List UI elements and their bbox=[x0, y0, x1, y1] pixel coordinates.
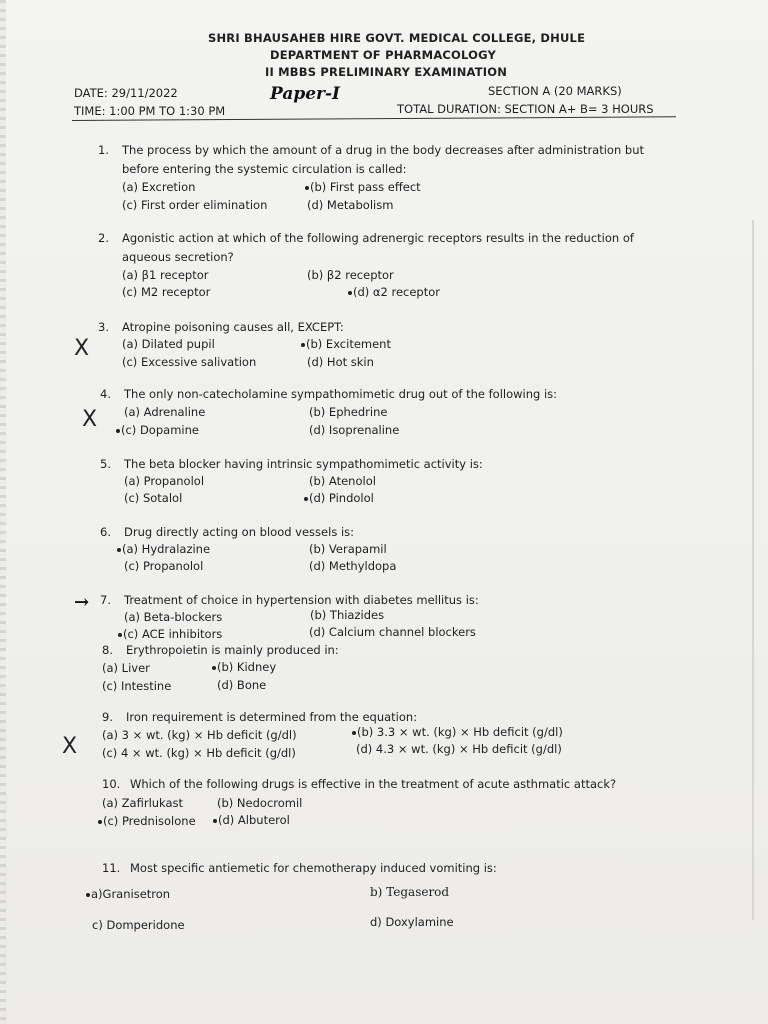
exam-title: II MBBS PRELIMINARY EXAMINATION bbox=[265, 65, 508, 79]
section-label: SECTION A (20 MARKS) bbox=[488, 84, 622, 98]
arrow-mark: → bbox=[74, 592, 90, 613]
q3-option-b: (b) Excitement bbox=[301, 337, 391, 351]
answer-mark-dot bbox=[348, 291, 352, 295]
q9-option-d: (d) 4.3 × wt. (kg) × Hb deficit (g/dl) bbox=[356, 742, 562, 756]
q10-option-d: (d) Albuterol bbox=[213, 813, 290, 827]
question-7: 7. Treatment of choice in hypertension with diabetes mellitus is: bbox=[100, 593, 479, 607]
answer-mark-dot bbox=[304, 497, 308, 501]
q7-option-c: (c) ACE inhibitors bbox=[118, 627, 222, 641]
answer-mark-dot bbox=[213, 819, 217, 823]
question-1-cont: before entering the systemic circulation is called: bbox=[122, 162, 407, 176]
q8-option-d: (d) Bone bbox=[217, 678, 267, 692]
q1-option-d: (d) Metabolism bbox=[307, 198, 394, 212]
q5-option-c: (c) Sotalol bbox=[124, 491, 183, 505]
paper-edge bbox=[0, 0, 6, 1024]
question-9: 9. Iron requirement is determined from the equation: bbox=[102, 710, 418, 724]
q7-option-d: (d) Calcium channel blockers bbox=[309, 625, 476, 639]
answer-mark-dot bbox=[118, 633, 122, 637]
cross-mark: X bbox=[62, 734, 78, 759]
q8-option-b: (b) Kidney bbox=[212, 660, 276, 674]
q2-option-d: (d) α2 receptor bbox=[348, 285, 440, 299]
q9-option-a: (a) 3 × wt. (kg) × Hb deficit (g/dl) bbox=[102, 728, 297, 742]
q11-option-d: d) Doxylamine bbox=[370, 915, 454, 929]
cross-mark: X bbox=[82, 407, 98, 432]
question-8: 8. Erythropoietin is mainly produced in: bbox=[102, 643, 339, 657]
question-11: 11. Most specific antiemetic for chemotherapy induced vomiting is: bbox=[102, 861, 497, 875]
question-2-cont: aqueous secretion? bbox=[122, 250, 234, 264]
question-6: 6. Drug directly acting on blood vessels is: bbox=[100, 525, 355, 539]
question-3: 3. Atropine poisoning causes all, EXCEPT: bbox=[98, 320, 344, 334]
exam-date: DATE: 29/11/2022 bbox=[74, 86, 178, 100]
q2-option-a: (a) β1 receptor bbox=[122, 268, 209, 282]
q2-option-b: (b) β2 receptor bbox=[307, 268, 394, 282]
q6-option-a: (a) Hydralazine bbox=[117, 542, 210, 556]
q8-option-a: (a) Liver bbox=[102, 661, 150, 675]
q9-option-c: (c) 4 × wt. (kg) × Hb deficit (g/dl) bbox=[102, 746, 296, 760]
q4-option-c: (c) Dopamine bbox=[116, 423, 199, 437]
q6-option-d: (d) Methyldopa bbox=[309, 559, 397, 573]
q1-option-a: (a) Excretion bbox=[122, 180, 196, 194]
question-4: 4. The only non-catecholamine sympathomimetic drug out of the following is: bbox=[100, 387, 558, 401]
q10-option-c: (c) Prednisolone bbox=[98, 814, 196, 828]
question-2: 2. Agonistic action at which of the following adrenergic receptors results in the reduction of bbox=[98, 231, 634, 245]
q11-option-b: b) Tegaserod bbox=[370, 885, 450, 899]
college-name: SHRI BHAUSAHEB HIRE GOVT. MEDICAL COLLEGE, DHULE bbox=[208, 31, 586, 45]
q6-option-c: (c) Propanolol bbox=[124, 559, 204, 573]
q10-option-b: (b) Nedocromil bbox=[217, 796, 303, 810]
q7-option-a: (a) Beta-blockers bbox=[124, 610, 223, 624]
q5-option-d: (d) Pindolol bbox=[304, 491, 374, 505]
cross-mark: X bbox=[74, 336, 90, 361]
department-name: DEPARTMENT OF PHARMACOLOGY bbox=[270, 48, 497, 62]
exam-time: TIME: 1:00 PM TO 1:30 PM bbox=[74, 104, 226, 118]
answer-mark-dot bbox=[301, 343, 305, 347]
q3-option-c: (c) Excessive salivation bbox=[122, 355, 257, 369]
answer-mark-dot bbox=[117, 548, 121, 552]
q11-option-c: c) Domperidone bbox=[92, 918, 185, 932]
q9-option-b: (b) 3.3 × wt. (kg) × Hb deficit (g/dl) bbox=[352, 725, 563, 739]
q5-option-a: (a) Propanolol bbox=[124, 474, 205, 488]
q6-option-b: (b) Verapamil bbox=[309, 542, 387, 556]
answer-mark-dot bbox=[86, 893, 90, 897]
answer-mark-dot bbox=[352, 731, 356, 735]
q4-option-d: (d) Isoprenaline bbox=[309, 423, 400, 437]
q10-option-a: (a) Zafirlukast bbox=[102, 796, 184, 810]
q1-option-b: (b) First pass effect bbox=[305, 180, 421, 194]
answer-mark-dot bbox=[305, 186, 309, 190]
q5-option-b: (b) Atenolol bbox=[309, 474, 376, 488]
q4-option-b: (b) Ephedrine bbox=[309, 405, 388, 419]
question-10: 10. Which of the following drugs is effective in the treatment of acute asthmatic attack? bbox=[102, 777, 617, 791]
q3-option-a: (a) Dilated pupil bbox=[122, 337, 215, 351]
question-5: 5. The beta blocker having intrinsic sympathomimetic activity is: bbox=[100, 457, 483, 471]
answer-mark-dot bbox=[116, 429, 120, 433]
q2-option-c: (c) M2 receptor bbox=[122, 285, 211, 299]
paper-handwritten: Paper-I bbox=[270, 84, 341, 104]
answer-mark-dot bbox=[212, 666, 216, 670]
question-1: 1. The process by which the amount of a drug in the body decreases after administration but bbox=[98, 143, 644, 157]
paper-fold bbox=[752, 220, 754, 920]
q3-option-d: (d) Hot skin bbox=[307, 355, 374, 369]
q11-option-a: a)Granisetron bbox=[86, 887, 170, 901]
q7-option-b: (b) Thiazides bbox=[310, 608, 385, 622]
total-duration: TOTAL DURATION: SECTION A+ B= 3 HOURS bbox=[397, 102, 654, 116]
q8-option-c: (c) Intestine bbox=[102, 679, 172, 693]
q1-option-c: (c) First order elimination bbox=[122, 198, 268, 212]
answer-mark-dot bbox=[98, 820, 102, 824]
q4-option-a: (a) Adrenaline bbox=[124, 405, 206, 419]
